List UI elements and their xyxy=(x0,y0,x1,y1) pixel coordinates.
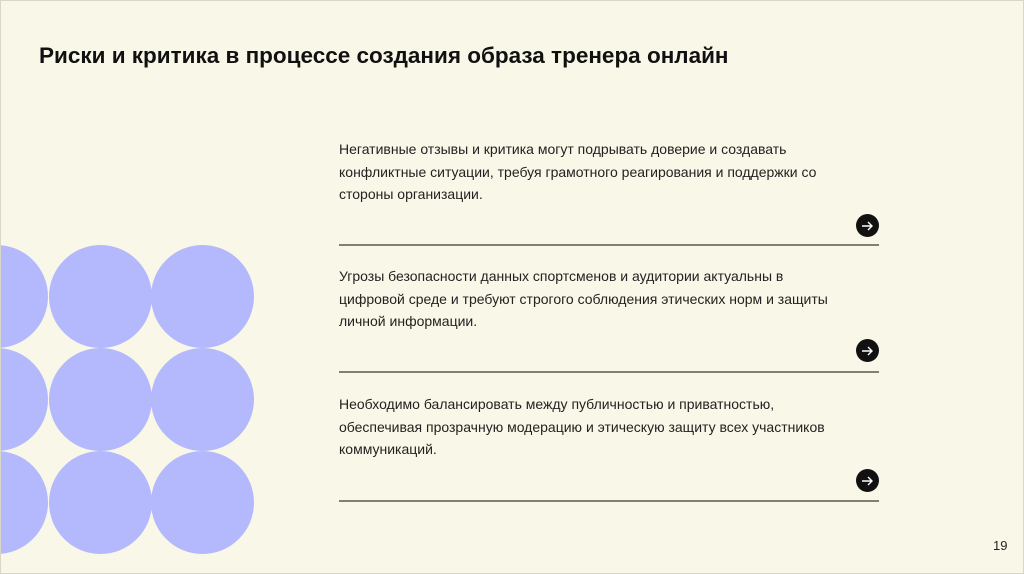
decorative-circle-grid xyxy=(1,1,261,574)
arrow-right-icon[interactable] xyxy=(856,469,879,492)
decorative-circle xyxy=(0,245,48,348)
divider-line xyxy=(339,244,879,246)
arrow-right-icon[interactable] xyxy=(856,214,879,237)
divider-line xyxy=(339,371,879,373)
slide-title: Риски и критика в процессе создания образа тренера онлайн xyxy=(39,43,729,68)
divider-line xyxy=(339,500,879,502)
decorative-circle xyxy=(49,348,152,451)
risk-item-text: Угрозы безопасности данных спортсменов и аудитории актуальны в цифровой среде и требуют строгого соблюдения этических норм и защиты личной информации. xyxy=(339,268,828,329)
decorative-circle xyxy=(0,451,48,554)
decorative-circle xyxy=(0,348,48,451)
decorative-circle xyxy=(151,451,254,554)
decorative-circle xyxy=(49,245,152,348)
decorative-circle xyxy=(151,348,254,451)
decorative-circle xyxy=(151,245,254,348)
page-number: 19 xyxy=(993,538,1008,553)
risk-item-text: Необходимо балансировать между публичностью и приватностью, обеспечивая прозрачную модерацию и этическую защиту всех участников коммуникаций. xyxy=(339,396,825,457)
decorative-circle xyxy=(49,451,152,554)
arrow-right-icon[interactable] xyxy=(856,339,879,362)
risk-item-1 xyxy=(339,138,879,248)
risk-item-2 xyxy=(339,265,879,375)
risk-item-text: Негативные отзывы и критика могут подрывать доверие и создавать конфликтные ситуации, требуя грамотного реагирования и поддержки со стороны организации. xyxy=(339,141,817,202)
risk-item-3 xyxy=(339,393,879,503)
